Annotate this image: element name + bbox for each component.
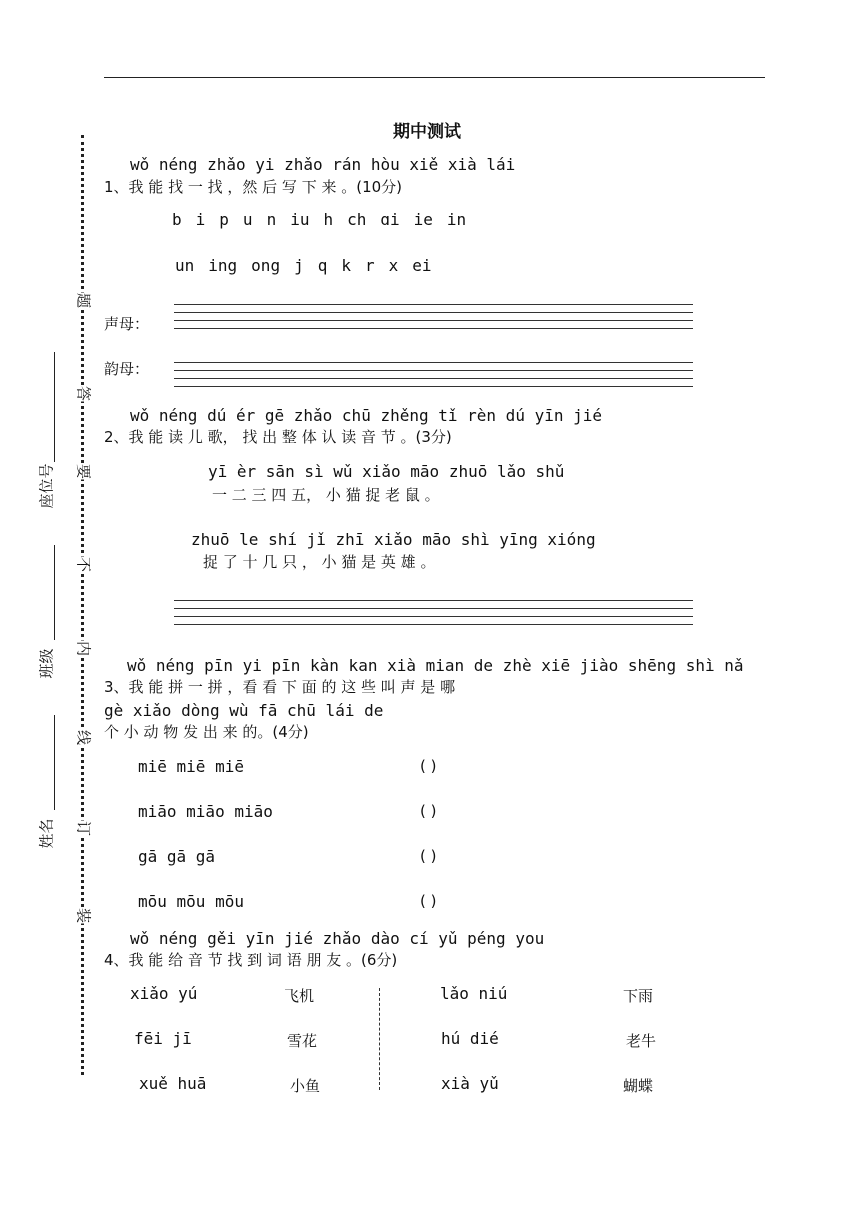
header-rule bbox=[104, 77, 765, 78]
q4-left-py-3: xuě huā bbox=[139, 1074, 207, 1093]
q1-r1-item: n bbox=[266, 210, 277, 229]
q3-answer-3[interactable]: ( ) bbox=[420, 847, 437, 865]
q3-pinyin-b: gè xiǎo dòng wù fā chū lái de bbox=[104, 701, 384, 720]
label-yun: 韵母： bbox=[104, 360, 150, 378]
seal-char-6: 要 bbox=[74, 463, 93, 479]
q1-r1-item: ch bbox=[347, 210, 367, 229]
name-field[interactable] bbox=[54, 715, 55, 810]
q1-r2-item: k bbox=[341, 256, 351, 275]
seal-char-7: 答 bbox=[74, 385, 93, 401]
q4-right-py-1: lǎo niú bbox=[440, 984, 508, 1003]
q4-pinyin: wǒ néng gěi yīn jié zhǎo dào cí yǔ péng you bbox=[130, 929, 545, 948]
q1-r2-item: ei bbox=[412, 256, 432, 275]
q2-pinyin: wǒ néng dú ér gē zhǎo chū zhěng tǐ rèn dú yīn jié bbox=[130, 406, 603, 425]
q3-item-2: miāo miāo miāo bbox=[138, 802, 273, 821]
label-sheng: 声母： bbox=[104, 315, 150, 333]
seal-char-3: 线 bbox=[74, 729, 93, 745]
q2-writing-lines[interactable] bbox=[174, 600, 693, 632]
seal-char-5: 不 bbox=[74, 556, 93, 572]
q1-r2-item: q bbox=[317, 256, 328, 275]
q1-r1-item: ie bbox=[413, 210, 433, 229]
q1-r2-item: ing bbox=[208, 256, 238, 275]
seal-char-8: 题 bbox=[74, 292, 93, 308]
q1-r1-item: b bbox=[172, 210, 182, 229]
q4-divider bbox=[379, 988, 380, 1090]
q2-poem-2-pinyin: zhuō le shí jǐ zhī xiǎo māo shì yīng xióng bbox=[191, 530, 596, 549]
q3-answer-4[interactable]: ( ) bbox=[420, 892, 437, 910]
q1-r2-item: j bbox=[294, 256, 304, 275]
q1-row2 bbox=[175, 256, 432, 275]
class-label: 班级 bbox=[37, 648, 56, 679]
q1-r1-item: h bbox=[323, 210, 334, 229]
q1-r1-item: u bbox=[242, 210, 253, 229]
q2-poem-1-pinyin: yī èr sān sì wǔ xiǎo māo zhuō lǎo shǔ bbox=[208, 462, 565, 481]
q3-answer-1[interactable]: ( ) bbox=[420, 757, 437, 775]
yun-writing-lines[interactable] bbox=[174, 362, 693, 394]
q3-item-4: mōu mōu mōu bbox=[138, 892, 244, 911]
class-field[interactable] bbox=[54, 545, 55, 640]
q1-row1 bbox=[172, 210, 466, 229]
q1-pinyin: wǒ néng zhǎo yi zhǎo rán hòu xiě xià lái bbox=[130, 155, 516, 174]
q4-left-cn-2: 雪花 bbox=[287, 1032, 318, 1050]
q1-r1-item: in bbox=[446, 210, 467, 229]
q4-right-cn-1: 下雨 bbox=[623, 987, 654, 1005]
q2-poem-2-text: 捉 了 十 几 只 ， 小 猫 是 英 雄 。 bbox=[203, 553, 436, 571]
q4-right-cn-2: 老牛 bbox=[626, 1032, 657, 1050]
sheng-writing-lines[interactable] bbox=[174, 304, 693, 336]
q2-poem-1-text: 一 二 三 四 五， 小 猫 捉 老 鼠 。 bbox=[212, 486, 440, 504]
q4-text: 4、我 能 给 音 节 找 到 词 语 朋 友 。(6分) bbox=[104, 951, 398, 969]
binding-dotted-line bbox=[81, 135, 84, 1075]
q4-left-cn-1: 飞机 bbox=[284, 987, 315, 1005]
q4-right-py-2: hú dié bbox=[441, 1029, 499, 1048]
q3-item-3: gā gā gā bbox=[138, 847, 216, 866]
q3-pinyin-a: wǒ néng pīn yi pīn kàn kan xià mian de zhè xiē jiào shēng shì nǎ bbox=[127, 656, 744, 675]
q1-r1-item: p bbox=[219, 210, 229, 229]
q1-r2-item: un bbox=[175, 256, 195, 275]
q3-item-1: miē miē miē bbox=[138, 757, 244, 776]
q4-left-py-2: fēi jī bbox=[134, 1029, 192, 1048]
name-label: 姓名 bbox=[37, 818, 56, 849]
seal-char-4: 内 bbox=[74, 640, 93, 656]
q4-left-cn-3: 小鱼 bbox=[290, 1077, 321, 1095]
seal-char-1: 装 bbox=[74, 907, 93, 923]
q1-r2-item: r bbox=[365, 256, 375, 275]
q2-text: 2、我 能 读 儿 歌， 找 出 整 体 认 读 音 节 。(3分) bbox=[104, 428, 452, 446]
q4-left-py-1: xiǎo yú bbox=[130, 984, 198, 1003]
seat-label: 座位号 bbox=[37, 463, 56, 509]
q1-r1-item: iu bbox=[290, 210, 310, 229]
q1-r2-item: x bbox=[388, 256, 399, 275]
q1-r2-item: ong bbox=[251, 256, 281, 275]
q4-right-py-3: xià yǔ bbox=[441, 1074, 499, 1093]
q1-text: 1、我 能 找 一 找 ，然 后 写 下 来 。(10分) bbox=[104, 178, 403, 196]
q3-text-b: 个 小 动 物 发 出 来 的。(4分) bbox=[104, 723, 309, 741]
seal-char-2: 订 bbox=[74, 820, 93, 836]
seat-field[interactable] bbox=[54, 352, 55, 462]
page-title: 期中测试 bbox=[393, 122, 461, 142]
q3-text-a: 3、我 能 拼 一 拼 ，看 看 下 面 的 这 些 叫 声 是 哪 bbox=[104, 678, 456, 696]
q1-r1-item: i bbox=[195, 210, 206, 229]
q1-r1-item: ɑi bbox=[380, 210, 400, 229]
q4-right-cn-3: 蝴蝶 bbox=[623, 1077, 654, 1095]
q3-answer-2[interactable]: ( ) bbox=[420, 802, 437, 820]
